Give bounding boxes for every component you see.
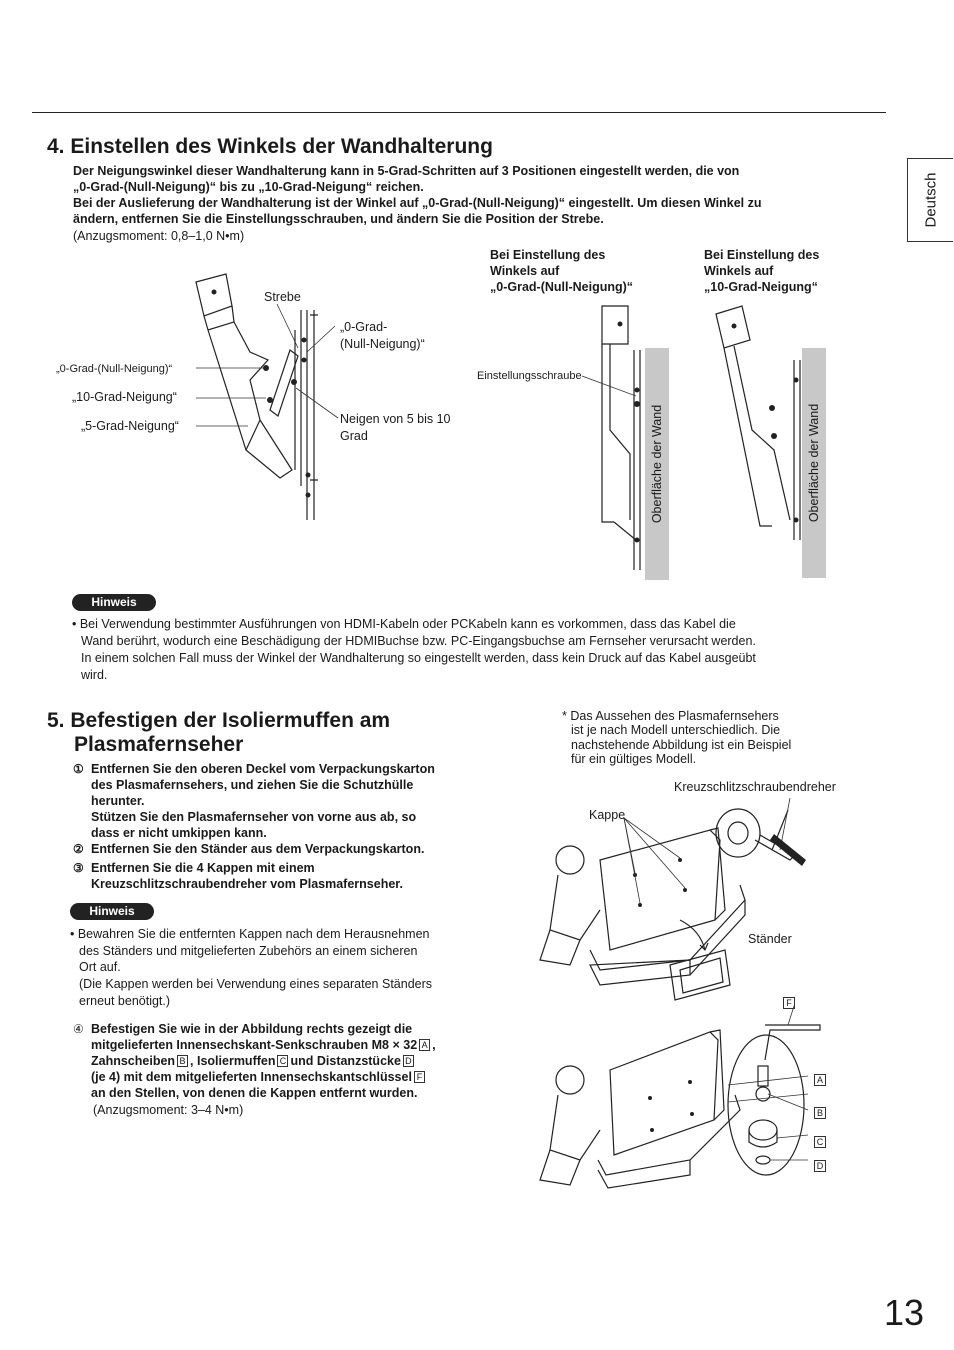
label-tilt-range-l1: Neigen von 5 bis 10: [340, 412, 451, 426]
step-4-torque: (Anzugsmoment: 3–4 N•m): [93, 1103, 244, 1117]
key-a-badge: A: [419, 1039, 430, 1051]
wall-surface-zero: [645, 348, 669, 580]
step-4-line2-text: mitgelieferten Innensechskant-Senkschrauben M8 × 32: [91, 1038, 418, 1052]
step-4-line3-a: Zahnscheiben: [91, 1054, 176, 1068]
step-4-line4-text: (je 4) mit dem mitgelieferten Innensechskantschlüssel: [91, 1070, 412, 1084]
aside-l1: * Das Aussehen des Plasmafernsehers: [562, 709, 779, 723]
spacer-mount-illustration: [540, 1010, 830, 1190]
section4-note-l3: In einem solchen Fall muss der Winkel der Wandhalterung so eingestellt werden, dass kein Druck auf das Kabel ausgeübt: [81, 651, 756, 665]
label-strebe: Strebe: [264, 290, 301, 304]
hint-badge-section5: Hinweis: [70, 903, 154, 920]
step-2-number: ②: [73, 842, 84, 856]
aside-l4: für ein gültiges Modell.: [571, 752, 697, 766]
fig2-heading-l3: „0-Grad-(Null-Neigung)“: [490, 280, 634, 294]
fig3-heading-l1: Bei Einstellung des: [704, 248, 820, 262]
step-1-line2: des Plasmafernsehers, und ziehen Sie die Schutzhülle: [91, 778, 414, 792]
step-3: [73, 860, 513, 892]
step-4-line3: [91, 1053, 416, 1069]
aside-l3: nachstehende Abbildung ist ein Beispiel: [571, 738, 792, 752]
section4-intro-line2: „0-Grad-(Null-Neigung)“ bis zu „10-Grad-Neigung“ reichen.: [73, 180, 424, 194]
fig-key-a: A: [814, 1074, 826, 1086]
step-1-line3: herunter.: [91, 794, 145, 808]
step-4-number: ④: [73, 1022, 84, 1036]
tv-removal-illustration: [540, 800, 870, 1010]
wall-surface-ten: [802, 348, 826, 578]
fig-key-d: D: [814, 1160, 826, 1172]
fig3-heading-l2: Winkels auf: [704, 264, 774, 278]
label-ten-degree: „10-Grad-Neigung“: [72, 390, 177, 404]
section4-title: 4. Einstellen des Winkels der Wandhalterung: [47, 135, 493, 158]
section4-torque: (Anzugsmoment: 0,8–1,0 N•m): [73, 229, 245, 243]
step-4-line5: an den Stellen, von denen die Kappen entfernt wurden.: [91, 1086, 418, 1100]
section4-note-l1: • Bei Verwendung bestimmter Ausführungen von HDMI-Kabeln oder PCKabeln kann es vorkommen, dass das Kabel die: [72, 617, 736, 631]
language-tab-label: Deutsch: [922, 172, 939, 228]
section4-intro-line4: ändern, entfernen Sie die Einstellungsschrauben, und ändern Sie die Position der Strebe.: [73, 212, 604, 226]
label-zero-tilt-l2: (Null-Neigung)“: [340, 337, 425, 351]
key-d-badge: D: [403, 1055, 414, 1067]
section4-intro-line3: Bei der Auslieferung der Wandhalterung ist der Winkel auf „0-Grad-(Null-Neigung)“ eingestellt. Um diesen Winkel zu: [73, 196, 762, 210]
fig2-heading-l2: Winkels auf: [490, 264, 560, 278]
hint-badge-section4: Hinweis: [72, 594, 156, 611]
step-4-line2: mitgelieferten Innensechskant-Senkschrauben M8 × 32 A ,: [91, 1038, 436, 1052]
label-cap: Kappe: [589, 808, 626, 822]
label-zero-tilt-l1: „0-Grad-: [340, 320, 388, 334]
fig-key-c: C: [814, 1136, 826, 1148]
label-five-degree: „5-Grad-Neigung“: [81, 419, 179, 433]
fig-key-b: B: [814, 1107, 826, 1119]
bracket-ten-tilt: [712, 300, 804, 550]
language-tab: [907, 158, 953, 242]
section4-intro-line1: Der Neigungswinkel dieser Wandhalterung kann in 5-Grad-Schritten auf 3 Positionen eingestellt werden, die von: [73, 164, 740, 178]
key-c-badge: C: [277, 1055, 288, 1067]
step-1: [73, 761, 513, 843]
step-3-number: ③: [73, 861, 84, 875]
bracket-diagram: [190, 270, 330, 530]
page-number: 13: [884, 1292, 925, 1333]
wall-surface-zero-label: Oberfläche der Wand: [650, 404, 664, 524]
top-rule: [32, 112, 886, 113]
aside-l2: ist je nach Modell unterschiedlich. Die: [571, 723, 781, 737]
step-1-line5: dass er nicht umkippen kann.: [91, 826, 267, 840]
section5-title-l2: Plasmafernseher: [74, 733, 244, 756]
step-2-text: Entfernen Sie den Ständer aus dem Verpackungskarton.: [91, 842, 425, 856]
step-4-line3-b: , Isoliermuffen: [190, 1054, 276, 1068]
label-stand: Ständer: [748, 932, 792, 946]
step-1-line4: Stützen Sie den Plasmafernseher von vorne aus ab, so: [91, 810, 417, 824]
step-3-line1: Entfernen Sie die 4 Kappen mit einem: [91, 861, 315, 875]
fig-key-f: F: [783, 997, 795, 1009]
step-4-line3-c: und Distanzstücke: [290, 1054, 401, 1068]
section5-note-l3: Ort auf.: [79, 960, 121, 974]
step-4-line1: Befestigen Sie wie in der Abbildung rechts gezeigt die: [91, 1022, 413, 1036]
label-adjust-screw: Einstellungsschraube: [477, 370, 582, 382]
label-zero-tilt-left: „0-Grad-(Null-Neigung)“: [56, 363, 173, 375]
section5-note-l5: erneut benötigt.): [79, 994, 171, 1008]
key-f-badge: F: [414, 1071, 425, 1083]
section4-note-l4: wird.: [81, 668, 108, 682]
step-2: [73, 841, 513, 857]
step-4: [73, 1021, 513, 1121]
key-b-badge: B: [177, 1055, 188, 1067]
fig2-heading-l1: Bei Einstellung des: [490, 248, 606, 262]
section5-note-l2: des Ständers und mitgelieferten Zubehörs an einem sicheren: [79, 944, 418, 958]
section4-note-l2: Wand berührt, wodurch eine Beschädigung der HDMIBuchse bzw. PC-Eingangsbuchse am Fernseher verursacht werden.: [81, 634, 756, 648]
fig3-heading-l3: „10-Grad-Neigung“: [704, 280, 818, 294]
section5-note-l4: (Die Kappen werden bei Verwendung eines separaten Ständers: [79, 977, 433, 991]
label-screwdriver: Kreuzschlitzschraubendreher: [674, 780, 836, 794]
bracket-zero-tilt: [596, 300, 646, 580]
section5-title-l1: 5. Befestigen der Isoliermuffen am: [47, 709, 391, 732]
wall-surface-ten-label: Oberfläche der Wand: [807, 403, 821, 523]
section5-note-l1: • Bewahren Sie die entfernten Kappen nach dem Herausnehmen: [70, 927, 430, 941]
label-tilt-range-l2: Grad: [340, 429, 368, 443]
step-3-line2: Kreuzschlitzschraubendreher vom Plasmafernseher.: [91, 877, 403, 891]
step-1-line1: Entfernen Sie den oberen Deckel vom Verpackungskarton: [91, 762, 435, 776]
step-1-number: ①: [73, 762, 84, 776]
step-4-line4: [91, 1069, 427, 1085]
